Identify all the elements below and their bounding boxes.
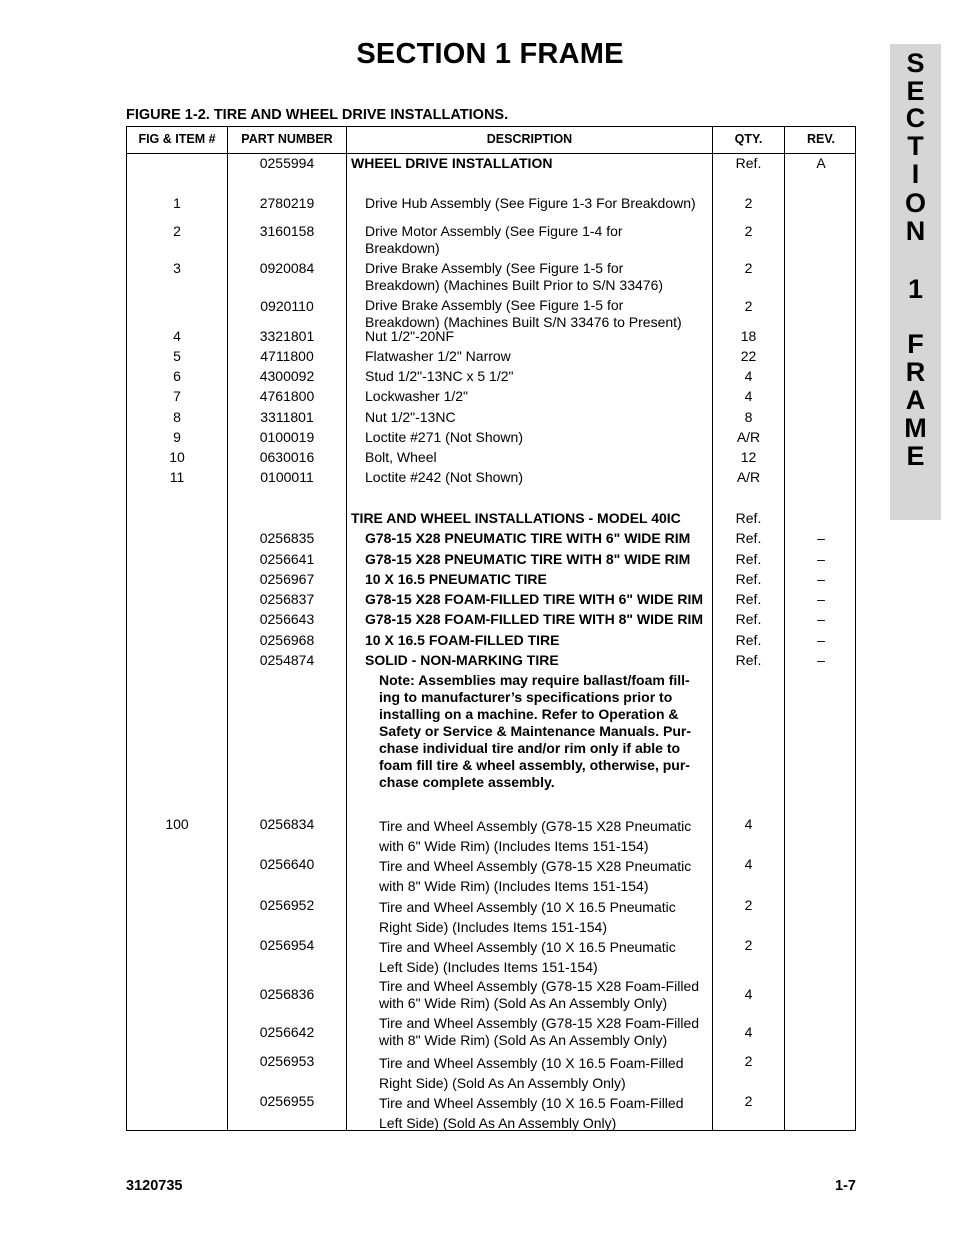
description: Nut 1/2"-20NF — [365, 328, 455, 344]
quantity: Ref. — [735, 591, 762, 607]
column-divider — [784, 127, 785, 1130]
quantity: A/R — [736, 469, 761, 485]
fig-item-number: 7 — [173, 388, 181, 404]
quantity: Ref. — [735, 611, 762, 627]
part-number: 4761800 — [259, 388, 315, 404]
part-number: 3321801 — [259, 328, 315, 344]
part-number: 0256641 — [259, 551, 315, 567]
side-tab-letter: E — [906, 441, 925, 471]
header-part-number: PART NUMBER — [241, 132, 333, 146]
side-tab-letter: T — [907, 131, 924, 161]
side-tab-letter: 1 — [907, 274, 924, 304]
description: Lockwasher 1/2" — [365, 388, 469, 404]
fig-item-number: 1 — [173, 195, 181, 211]
description: Tire and Wheel Assembly (G78-15 X28 Foam-Filled with 8" Wide Rim) (Sold As An Assembly Only) — [379, 1015, 700, 1048]
part-number: 0256955 — [259, 1093, 315, 1109]
side-tab-letter: O — [904, 188, 926, 218]
quantity: 18 — [740, 328, 757, 344]
fig-item-number: 9 — [173, 429, 181, 445]
description: Tire and Wheel Assembly (G78-15 X28 Pneumatic with 6" Wide Rim) (Includes Items 151-154) — [379, 818, 692, 854]
part-number: 3160158 — [259, 223, 315, 239]
fig-item-number: 10 — [169, 449, 185, 465]
header-divider — [127, 153, 855, 154]
header-rev: REV. — [806, 132, 836, 146]
part-number: 0256836 — [259, 986, 315, 1002]
description: SOLID - NON-MARKING TIRE — [365, 652, 559, 668]
figure-title: FIGURE 1-2. TIRE AND WHEEL DRIVE INSTALLATIONS. — [126, 107, 509, 123]
quantity: Ref. — [735, 510, 762, 526]
quantity: Ref. — [735, 155, 762, 171]
description: Tire and Wheel Assembly (10 X 16.5 Foam-Filled Right Side) (Sold As An Assembly Only) — [379, 1055, 684, 1091]
revision: – — [817, 551, 825, 567]
quantity: 4 — [744, 856, 753, 872]
description: Tire and Wheel Assembly (10 X 16.5 Pneumatic Left Side) (Includes Items 151-154) — [379, 939, 676, 975]
page-number: 1-7 — [835, 1178, 856, 1194]
part-number: 3311801 — [260, 409, 314, 425]
part-number: 0256953 — [259, 1053, 315, 1069]
side-tab-letter: I — [911, 159, 920, 189]
part-number: 0256954 — [259, 937, 315, 953]
fig-item-number: 11 — [169, 469, 185, 485]
quantity: Ref. — [735, 530, 762, 546]
fig-item-number: 100 — [165, 816, 189, 832]
side-tab-letter: F — [907, 329, 924, 359]
parts-table — [126, 126, 856, 1131]
header-description: DESCRIPTION — [486, 132, 573, 146]
note-text: Note: Assemblies may require ballast/foam fill-ing to manufacturer’s specifications prior to installing on a machine. Refer to Operation & Safety or Service & Maintenance Manuals. Pur-chase individual tire and/or rim only if able to foam fill tire & wheel assembly, otherwise, pur-chase complete assembly. — [379, 672, 691, 790]
part-number: 0256968 — [259, 632, 315, 648]
quantity: 2 — [744, 298, 753, 314]
quantity: 4 — [744, 388, 753, 404]
fig-item-number: 4 — [173, 328, 181, 344]
fig-item-number: 2 — [173, 223, 181, 239]
side-tab-letter: A — [905, 385, 926, 415]
column-divider — [227, 127, 228, 1130]
quantity: Ref. — [735, 571, 762, 587]
quantity: Ref. — [735, 551, 762, 567]
part-number: 0256967 — [259, 571, 315, 587]
fig-item-number: 6 — [173, 368, 181, 384]
side-tab-letter: S — [906, 48, 925, 78]
document-number: 3120735 — [126, 1178, 183, 1194]
fig-item-number: 8 — [173, 409, 181, 425]
description: Drive Brake Assembly (See Figure 1-5 for Breakdown) (Machines Built S/N 33476 to Present) — [365, 297, 682, 330]
description: Drive Brake Assembly (See Figure 1-5 for Breakdown) (Machines Built Prior to S/N 33476) — [365, 260, 664, 293]
part-number: 0254874 — [259, 652, 315, 668]
quantity: 8 — [744, 409, 753, 425]
description: Flatwasher 1/2" Narrow — [365, 348, 511, 364]
fig-item-number: 3 — [173, 260, 181, 276]
quantity: 12 — [740, 449, 757, 465]
quantity: Ref. — [735, 632, 762, 648]
part-number: 4711800 — [260, 348, 314, 364]
header-qty: QTY. — [734, 132, 763, 146]
revision: – — [817, 571, 825, 587]
column-divider — [346, 127, 347, 1130]
description: Drive Hub Assembly (See Figure 1-3 For Breakdown) — [365, 195, 696, 211]
side-tab-letter: C — [905, 103, 926, 133]
description: Tire and Wheel Assembly (G78-15 X28 Foam-Filled with 6" Wide Rim) (Sold As An Assembly Only) — [379, 978, 700, 1011]
description: Loctite #242 (Not Shown) — [365, 469, 523, 485]
quantity: 2 — [744, 897, 753, 913]
part-number: 0256640 — [259, 856, 315, 872]
description: G78-15 X28 PNEUMATIC TIRE WITH 8" WIDE RIM — [365, 551, 691, 567]
part-number: 0256835 — [259, 530, 315, 546]
quantity: 4 — [744, 1024, 753, 1040]
quantity: 2 — [744, 1053, 753, 1069]
part-number: 0256837 — [259, 591, 315, 607]
part-number: 0630016 — [259, 449, 315, 465]
description: Nut 1/2"-13NC — [365, 409, 456, 425]
part-number: 0256952 — [259, 897, 315, 913]
side-tab-letter: N — [905, 216, 926, 246]
section-side-tab — [890, 44, 941, 520]
revision: A — [816, 155, 826, 171]
part-number: 4300092 — [259, 368, 315, 384]
part-number: 0256642 — [259, 1024, 315, 1040]
quantity: 4 — [744, 986, 753, 1002]
column-divider — [712, 127, 713, 1130]
part-number: 0100019 — [259, 429, 315, 445]
quantity: 2 — [744, 1093, 753, 1109]
description: TIRE AND WHEEL INSTALLATIONS - MODEL 40IC — [351, 510, 681, 526]
revision: – — [817, 652, 825, 668]
quantity: 4 — [744, 816, 753, 832]
revision: – — [817, 611, 825, 627]
part-number: 0256643 — [259, 611, 315, 627]
part-number: 0920084 — [259, 260, 315, 276]
quantity: A/R — [736, 429, 761, 445]
side-tab-letter: E — [906, 76, 925, 106]
part-number: 0256834 — [259, 816, 315, 832]
part-number: 0920110 — [260, 298, 314, 314]
page-title: SECTION 1 FRAME — [356, 38, 624, 70]
description: WHEEL DRIVE INSTALLATION — [351, 155, 553, 171]
description: Tire and Wheel Assembly (G78-15 X28 Pneumatic with 8" Wide Rim) (Includes Items 151-154) — [379, 858, 692, 894]
description: G78-15 X28 PNEUMATIC TIRE WITH 6" WIDE RIM — [365, 530, 691, 546]
part-number: 0100011 — [260, 469, 314, 485]
side-tab-letter: M — [904, 413, 927, 443]
quantity: Ref. — [735, 652, 762, 668]
quantity: 2 — [744, 937, 753, 953]
quantity: 2 — [744, 195, 753, 211]
revision: – — [817, 530, 825, 546]
fig-item-number: 5 — [173, 348, 181, 364]
description: Drive Motor Assembly (See Figure 1-4 for Breakdown) — [365, 223, 623, 256]
part-number: 0255994 — [259, 155, 315, 171]
description: 10 X 16.5 PNEUMATIC TIRE — [365, 571, 547, 587]
quantity: 2 — [744, 223, 753, 239]
quantity: 4 — [744, 368, 753, 384]
description: Tire and Wheel Assembly (10 X 16.5 Foam-Filled Left Side) (Sold As An Assembly Only) — [379, 1095, 684, 1131]
revision: – — [817, 632, 825, 648]
description: G78-15 X28 FOAM-FILLED TIRE WITH 6" WIDE RIM — [365, 591, 703, 607]
description: Bolt, Wheel — [365, 449, 437, 465]
side-tab-letter: R — [905, 357, 926, 387]
description: Loctite #271 (Not Shown) — [365, 429, 523, 445]
quantity: 2 — [744, 260, 753, 276]
part-number: 2780219 — [259, 195, 315, 211]
header-fig-item: FIG & ITEM # — [138, 132, 216, 146]
description: 10 X 16.5 FOAM-FILLED TIRE — [365, 632, 560, 648]
description: G78-15 X28 FOAM-FILLED TIRE WITH 8" WIDE RIM — [365, 611, 703, 627]
description: Tire and Wheel Assembly (10 X 16.5 Pneumatic Right Side) (Includes Items 151-154) — [379, 899, 676, 935]
revision: – — [817, 591, 825, 607]
quantity: 22 — [740, 348, 757, 364]
description: Stud 1/2"-13NC x 5 1/2" — [365, 368, 514, 384]
